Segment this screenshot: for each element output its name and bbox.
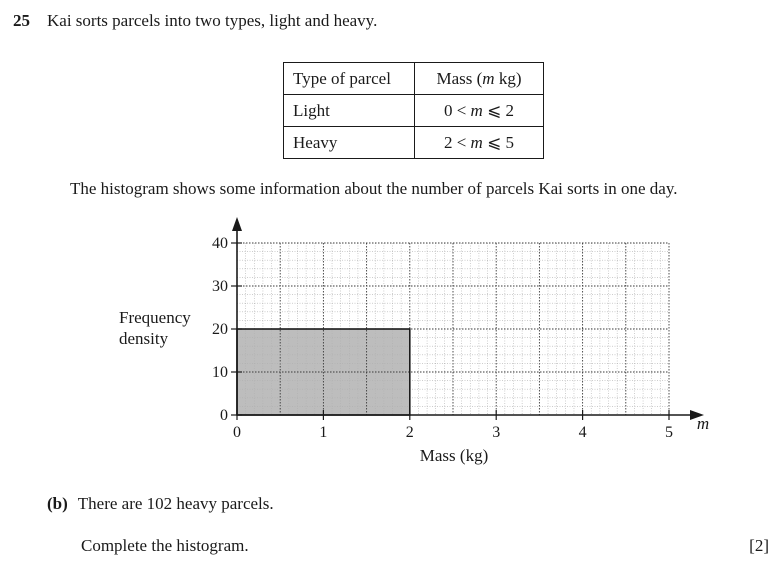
y-tick-label: 40 [212,235,228,252]
x-tick-label: 0 [233,424,241,441]
y-axis-label-line: density [119,329,169,348]
x-tick-label: 4 [578,424,587,441]
y-axis-label-line: Frequency [119,308,191,327]
part-b-instruction: Complete the histogram. [81,536,249,555]
y-tick-label: 0 [220,407,228,424]
part-b-label: (b) [47,494,68,513]
table-header-type: Type of parcel [284,63,415,95]
y-axis-label [119,307,191,349]
table-header-mass: Mass (m kg) [415,63,544,95]
x-axis-label: Mass (kg) [419,446,489,465]
table-cell-mass-range: 2 < m ⩽ 5 [415,127,544,159]
histogram-description: The histogram shows some information about the number of parcels Kai sorts in one day. [70,179,678,198]
x-tick-label: 3 [492,424,501,441]
part-b-text: There are 102 heavy parcels. [77,494,274,513]
question-number: 25 [13,11,30,30]
y-tick-label: 20 [212,321,228,338]
table-cell-type: Heavy [284,127,415,159]
x-tick-label: 2 [405,424,414,441]
y-axis-arrow-icon [232,217,242,231]
x-axis-symbol: m [696,414,710,433]
question-text: Kai sorts parcels into two types, light and heavy. [47,11,378,30]
part-b [47,494,274,514]
table-cell-type: Light [284,95,415,127]
y-tick-label: 30 [212,278,228,295]
marks-badge: [2] [749,536,769,555]
table-cell-mass-range: 0 < m ⩽ 2 [415,95,544,127]
x-tick-label: 1 [319,424,328,441]
y-tick-label: 10 [212,364,228,381]
x-tick-label: 5 [665,424,673,441]
